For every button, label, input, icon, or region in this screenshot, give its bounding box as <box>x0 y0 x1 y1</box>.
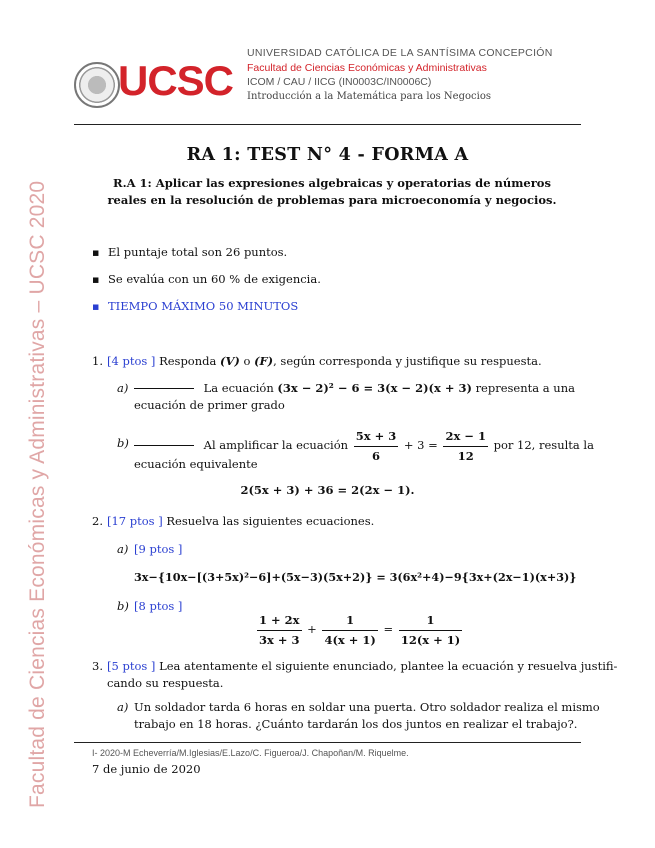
prompt-text: Responda <box>159 354 217 368</box>
university-name: UNIVERSIDAD CATÓLICA DE LA SANTÍSIMA CONCEPCIÓN <box>247 47 553 59</box>
item-label: b) <box>117 599 129 613</box>
item-text: Al amplificar la ecuación <box>203 438 349 452</box>
operator: + 3 = <box>403 438 438 452</box>
points-label: [8 ptos ] <box>134 599 183 613</box>
faculty-name: Facultad de Ciencias Económicas y Administrativas <box>247 61 487 74</box>
side-watermark: Facultad de Ciencias Económicas y Administrativas – UCSC 2020 <box>26 180 49 808</box>
header-divider <box>74 124 581 125</box>
points-label: [9 ptos ] <box>134 542 183 556</box>
operator: + <box>307 622 317 636</box>
question-3-prompt <box>107 658 617 675</box>
instruction-item: ▪ El puntaje total son 26 puntos. <box>92 245 287 259</box>
problem-line2: trabajo en 18 horas. ¿Cuánto tardarán los dos juntos en realizar el trabajo?. <box>134 717 578 731</box>
answer-blank[interactable] <box>134 388 194 389</box>
prompt-text-end: , según corresponda y justifique su respuesta. <box>273 354 542 368</box>
course-name: Introducción a la Matemática para los Negocios <box>247 90 491 102</box>
course-codes: ICOM / CAU / IICG (IN0003C/IN0006C) <box>247 76 432 88</box>
page-title: RA 1: TEST N° 4 - FORMA A <box>186 145 469 165</box>
fraction: $\frac{2x - 1}{12}$ <box>445 429 486 463</box>
fraction: $\frac{1}{12(x + 1)}$ <box>400 613 461 647</box>
item-text: representa a una <box>475 381 575 395</box>
question-2-prompt <box>107 513 374 530</box>
prompt-text-line2: cando su respuesta. <box>107 676 224 690</box>
footer-date: 7 de junio de 2020 <box>92 762 201 776</box>
header-info <box>247 46 553 104</box>
answer-blank[interactable] <box>134 445 194 446</box>
question-number: 1. <box>92 354 103 368</box>
prompt-text: Resuelva las siguientes ecuaciones. <box>166 514 375 528</box>
item-label: a) <box>117 542 129 556</box>
question-number: 3. <box>92 659 103 673</box>
fraction: $\frac{1 + 2x}{3x + 3}$ <box>259 613 300 647</box>
equivalent-equation: 2(5x + 3) + 36 = 2(2x − 1). <box>240 483 415 497</box>
fraction: $\frac{5x + 3}{6}$ <box>355 429 397 463</box>
points-label: [17 ptos ] <box>107 514 163 528</box>
university-seal-icon <box>74 62 120 108</box>
instruction-item: ▪ Se evalúa con un 60 % de exigencia. <box>92 272 321 286</box>
item-text: La ecuación <box>203 381 274 395</box>
footer-divider <box>74 742 581 743</box>
points-label: [5 ptos ] <box>107 659 156 673</box>
ucsc-logo <box>74 57 234 106</box>
operator: = <box>383 622 394 636</box>
fraction: $\frac{1}{4(x + 1)}$ <box>324 613 376 647</box>
true-symbol: (V) <box>220 354 240 368</box>
prompt-text: Lea atentamente el siguiente enunciado, plantee la ecuación y resuelva justifi- <box>159 659 618 673</box>
brand-wordmark: UCSC <box>118 57 234 104</box>
item-label: b) <box>117 436 129 450</box>
item-label: a) <box>117 700 129 714</box>
instruction-item-time: ▪ TIEMPO MÁXIMO 50 MINUTOS <box>92 299 298 313</box>
question-1-prompt <box>107 353 542 370</box>
item-1a-line2: ecuación de primer grado <box>134 398 285 412</box>
item-1b-line2: ecuación equivalente <box>134 457 258 471</box>
equation: 3x−{10x−[(3+5x)²−6]+(5x−3)(5x+2)} = 3(6x²+4)−9{3x+(2x−1)(x+3)} <box>134 570 577 584</box>
item-text: por 12, resulta la <box>493 438 594 452</box>
item-1a-line1 <box>134 380 575 397</box>
or-text: o <box>243 354 251 368</box>
rational-equation <box>255 612 464 648</box>
false-symbol: (F) <box>254 354 274 368</box>
points-label: [4 ptos ] <box>107 354 156 368</box>
question-number: 2. <box>92 514 103 528</box>
problem-line1: Un soldador tarda 6 horas en soldar una puerta. Otro soldador realiza el mismo <box>134 700 600 714</box>
item-label: a) <box>117 381 129 395</box>
learning-outcome: R.A 1: Aplicar las expresiones algebraicas y operatorias de números reales en la resolución de problemas para microeconomía y negocios. <box>107 176 557 207</box>
equation: (3x − 2)² − 6 = 3(x − 2)(x + 3) <box>277 381 472 395</box>
footer-authors: I- 2020-M Echeverría/M.Iglesias/E.Lazo/C. Figueroa/J. Chapoñan/M. Riquelme. <box>92 748 409 758</box>
